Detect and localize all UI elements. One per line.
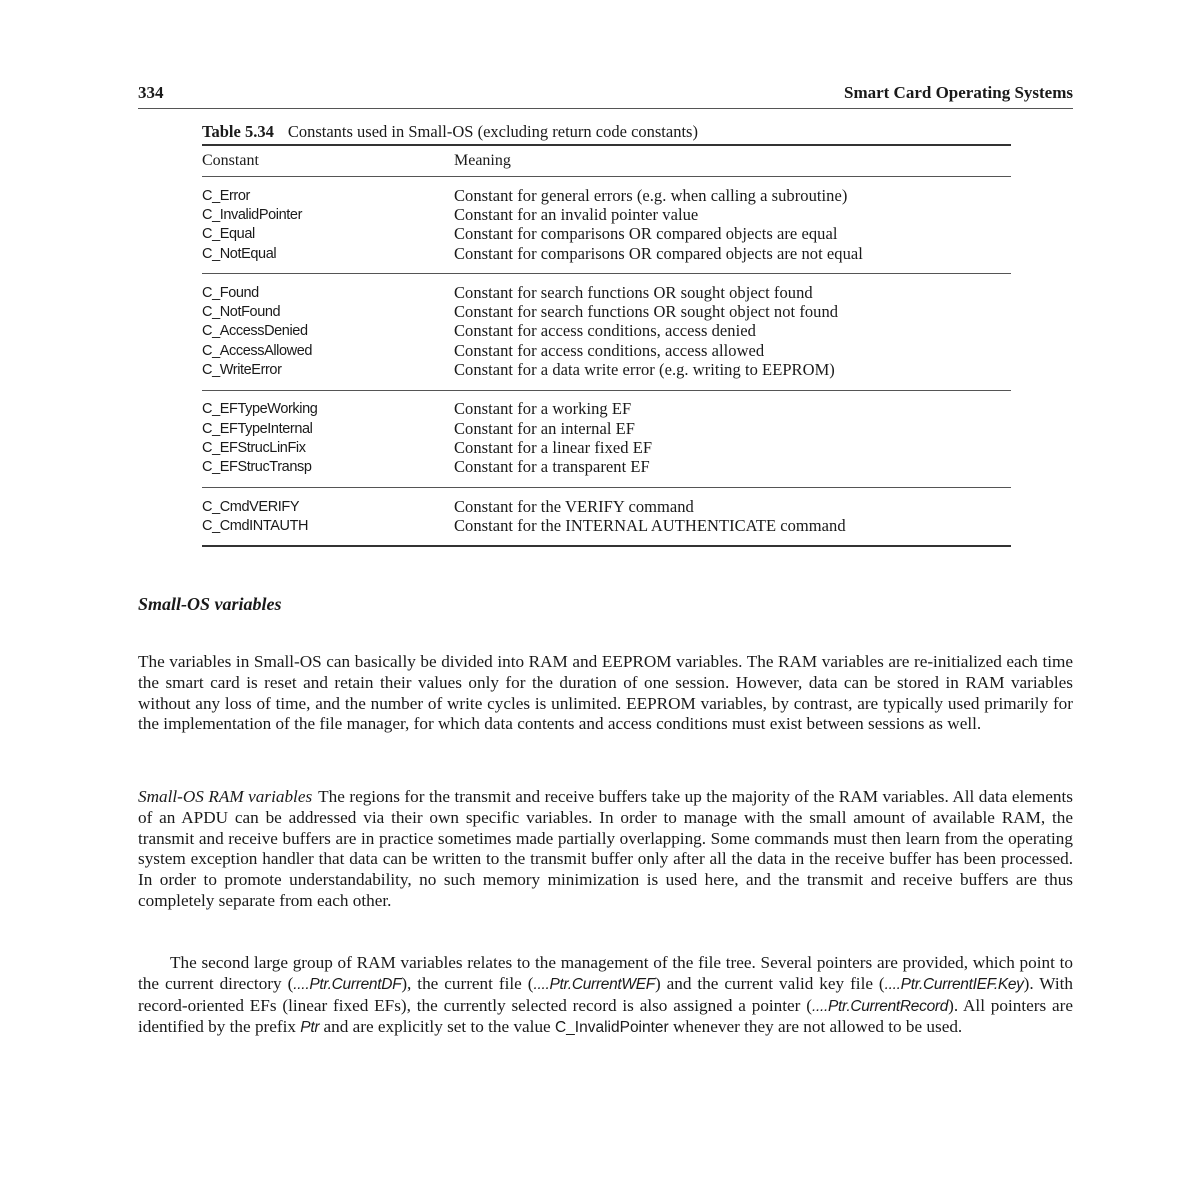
constant-name: C_EFStrucTransp [202,459,312,476]
code-ref: ....Ptr.CurrentIEF.Key [884,975,1024,993]
table-row [202,458,1011,477]
code-ref: ....Ptr.CurrentDF [293,975,402,993]
paragraph-3 [138,953,1073,1039]
constant-name: C_InvalidPointer [202,206,302,223]
constant-name: C_AccessDenied [202,323,308,340]
constant-name: C_EFStrucLinFix [202,439,306,456]
section-heading: Small-OS variables [138,594,282,614]
table-row [202,438,1011,457]
text-span: ) and the current valid key file ( [654,973,885,993]
constant-meaning: Constant for a working EF [454,399,632,419]
running-title: Smart Card Operating Systems [843,83,1073,102]
table-row [202,419,1011,438]
table-header-row [202,146,1011,176]
table-group-3 [202,391,1011,487]
table-bottom-rule [202,545,1011,547]
paragraph-2-text: The regions for the transmit and receive buffers take up the majority of the RAM variables. All data elements of an APDU can be addressed via their own specific variables. In order to manage with the small amount of available RAM, the transmit and receive buffers are in practice sometimes made partially overlapping. Some commands must then learn from the operating system exception handler that data can be written to the transmit buffer only after all the data in the receive buffer has been processed. In order to promote understandability, no such memory minimization is used here, and the transmit and receive buffers are thus completely separate from each other. [138,787,1073,910]
column-header-meaning: Meaning [454,152,511,169]
table-caption-text: Constants used in Small-OS (excluding return code constants) [287,122,698,141]
constant-meaning: Constant for general errors (e.g. when calling a subroutine) [454,185,848,205]
text-span: and are explicitly set to the value [319,1017,555,1037]
code-ref: ....Ptr.CurrentRecord [811,997,949,1015]
constant-name: C_EFTypeInternal [202,420,313,437]
table-group-4 [202,488,1011,546]
table-row [202,225,1011,244]
running-header [138,83,1073,105]
table-row [202,205,1011,224]
constant-name: C_NotFound [202,304,281,321]
table-row [202,360,1011,379]
constant-name: C_WriteError [202,362,282,379]
text-span: ). All pointers are identified by the prefix [138,995,1073,1037]
column-header-constant: Constant [202,152,259,169]
constant-meaning: Constant for a data write error (e.g. writing to EEPROM) [454,360,835,380]
code-ref: C_InvalidPointer [554,1019,669,1037]
text-span: The second large group of RAM variables relates to the management of the file tree. Several pointers are provided, which point to the current directory ( [138,953,1073,993]
constant-meaning: Constant for a transparent EF [454,457,650,477]
table-group-1 [202,177,1011,273]
code-ref: ....Ptr.CurrentWEF [533,975,655,993]
table-label: Table 5.34 [202,122,274,141]
text-span: whenever they are not allowed to be used. [668,1017,963,1037]
table-row [202,516,1011,535]
table-caption [202,122,1011,144]
constant-meaning: Constant for an internal EF [454,418,635,438]
table-row [202,283,1011,302]
code-ref: Ptr [300,1019,320,1037]
table-row [202,497,1011,516]
table-row [202,302,1011,321]
constant-name: C_AccessAllowed [202,342,313,359]
paragraph-2 [138,787,1073,911]
text-span: ). With record-oriented EFs (linear fixed EFs), the currently selected record is also assigned a pointer ( [138,973,1073,1015]
page-number: 334 [138,83,164,102]
table-row [202,341,1011,360]
constant-name: C_CmdINTAUTH [202,517,309,534]
constant-name: C_CmdVERIFY [202,498,300,515]
table-group-2 [202,274,1011,389]
constant-meaning: Constant for the VERIFY command [454,496,694,516]
constant-name: C_EFTypeWorking [202,401,318,418]
constants-table [202,122,1011,547]
constant-name: C_Found [202,284,259,301]
runin-heading: Small-OS RAM variables [138,787,313,807]
constant-meaning: Constant for comparisons OR compared objects are not equal [454,243,863,263]
constant-meaning: Constant for a linear fixed EF [454,437,653,457]
constant-meaning: Constant for an invalid pointer value [454,204,699,224]
text-span: ), the current file ( [401,973,534,993]
constant-name: C_NotEqual [202,245,277,262]
constant-name: C_Error [202,187,250,204]
header-rule [138,108,1073,109]
constant-meaning: Constant for the INTERNAL AUTHENTICATE command [454,515,846,535]
constant-name: C_Equal [202,226,255,243]
constant-meaning: Constant for access conditions, access allowed [454,340,765,360]
table-row [202,186,1011,205]
paragraph-1: The variables in Small-OS can basically be divided into RAM and EEPROM variables. The RAM variables are re-initialized each time the smart card is reset and retain their values only for the duration of one session. However, data can be stored in RAM variables without any loss of time, and the number of write cycles is unlimited. EEPROM variables, by contrast, are typically used primarily for the implementation of the file manager, for which data contents and access conditions must exist between sessions as well. [138,652,1073,734]
constant-meaning: Constant for access conditions, access denied [454,321,756,341]
constant-meaning: Constant for comparisons OR compared objects are equal [454,224,838,244]
table-row [202,400,1011,419]
table-row [202,322,1011,341]
constant-meaning: Constant for search functions OR sought object found [454,282,813,302]
table-row [202,244,1011,263]
constant-meaning: Constant for search functions OR sought object not found [454,302,839,322]
